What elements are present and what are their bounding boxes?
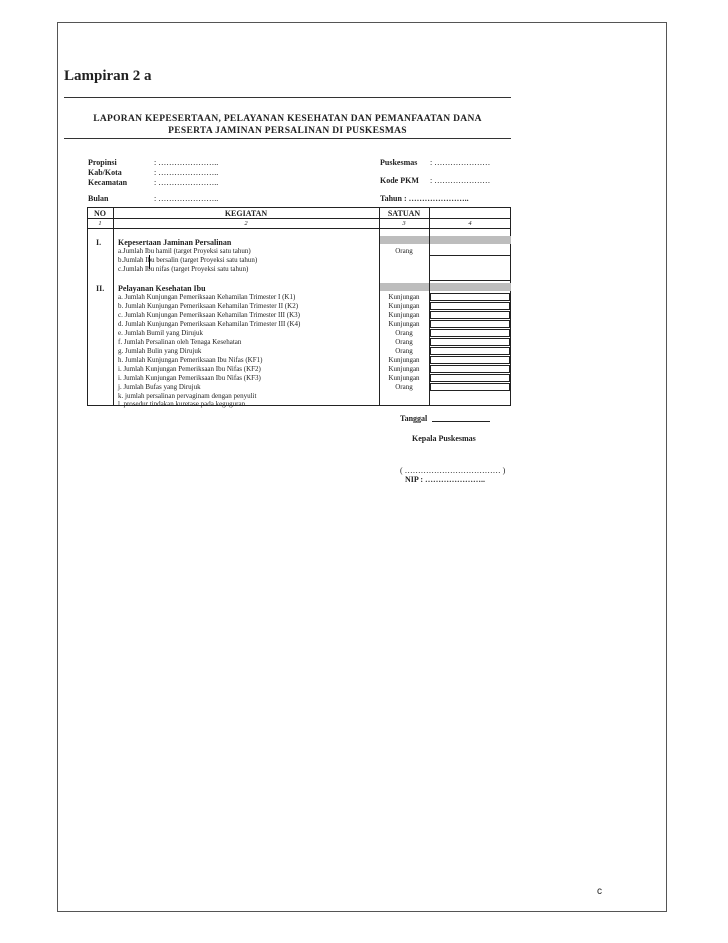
text-cursor bbox=[149, 255, 150, 269]
field-kecamatan-label: Kecamatan bbox=[88, 178, 128, 187]
signature-nip: NIP : ………………….. bbox=[405, 475, 485, 484]
field-puskesmas-value: : ………………… bbox=[430, 158, 491, 167]
section-1-title: Kepesertaan Jaminan Persalinan bbox=[118, 238, 232, 247]
table-row-unit: Orang bbox=[395, 383, 413, 391]
table-row-label: h. Jumlah Kunjungan Pemeriksaan Ibu Nifas (KF1) bbox=[118, 356, 263, 364]
table-row-label: g. Jumlah Bulin yang Dirujuk bbox=[118, 347, 202, 355]
report-title-line-2: PESERTA JAMINAN PERSALINAN DI PUSKESMAS bbox=[168, 126, 407, 136]
table-row-unit: Kunjungan bbox=[388, 311, 420, 319]
table-colnum-divider bbox=[87, 228, 511, 229]
table-row-unit: Orang bbox=[395, 247, 413, 255]
page-border bbox=[57, 22, 667, 912]
table-row-label: i. Jumlah Kunjungan Pemeriksaan Ibu Nifas (KF2) bbox=[118, 365, 261, 373]
table-row-label: b.Jumlah Ibu bersalin (target Proyeksi satu tahun) bbox=[118, 256, 258, 264]
field-kode-pkm-value: : ………………… bbox=[430, 176, 491, 185]
colnum-4: 4 bbox=[468, 220, 472, 227]
table-row-label: a.Jumlah Ibu hamil (target Proyeksi satu tahun) bbox=[118, 247, 251, 255]
table-header-divider bbox=[87, 218, 511, 219]
value-cell[interactable] bbox=[430, 356, 510, 364]
table-row-label: i. Jumlah Kunjungan Pemeriksaan Ibu Nifas (KF3) bbox=[118, 374, 261, 382]
table-col-divider-1 bbox=[113, 207, 114, 406]
section-2-title: Pelayanan Kesehatan Ibu bbox=[118, 284, 206, 293]
signature-title: Kepala Puskesmas bbox=[412, 434, 476, 443]
signature-date-line bbox=[432, 421, 490, 422]
table-row-unit: Orang bbox=[395, 329, 413, 337]
table-row-label: b. Jumlah Kunjungan Pemeriksaan Kehamilan Trimester II (K2) bbox=[118, 302, 299, 310]
value-cell[interactable] bbox=[430, 347, 510, 355]
field-kabkota-value: : ………………….. bbox=[154, 168, 219, 177]
table-row-label: l. prosedur tindakan kuretase pada keguguran bbox=[118, 400, 246, 408]
table-row-label: k. jumlah persalinan pervaginam dengan penyulit bbox=[118, 392, 257, 400]
section-2-satuan-shade bbox=[380, 283, 429, 291]
field-propinsi-value: : ………………….. bbox=[154, 158, 219, 167]
section-1-number: I. bbox=[96, 238, 102, 247]
value-cell[interactable] bbox=[430, 302, 510, 310]
value-cell[interactable] bbox=[430, 374, 510, 382]
table-row-label: c.Jumlah Ibu nifas (target Proyeksi satu tahun) bbox=[118, 265, 249, 273]
signature-name-line: ( ……………………………… ) bbox=[400, 466, 506, 475]
field-kode-pkm-label: Kode PKM bbox=[380, 176, 419, 185]
report-title bbox=[64, 113, 511, 137]
document-heading: Lampiran 2 a bbox=[64, 68, 152, 84]
table-row-unit: Kunjungan bbox=[388, 293, 420, 301]
colnum-3: 3 bbox=[402, 220, 406, 227]
table-row-unit: Kunjungan bbox=[388, 356, 420, 364]
field-kecamatan-value: : ………………….. bbox=[154, 178, 219, 187]
header-kegiatan: KEGIATAN bbox=[224, 209, 268, 218]
field-propinsi-label: Propinsi bbox=[88, 158, 117, 167]
table-row-label: j. Jumlah Bufas yang Dirujuk bbox=[118, 383, 201, 391]
section-1-value-shade bbox=[430, 236, 511, 244]
colnum-2: 2 bbox=[244, 220, 248, 227]
section-2-number: II. bbox=[96, 284, 105, 293]
value-row-line bbox=[430, 255, 511, 256]
field-kabkota-label: Kab/Kota bbox=[88, 168, 122, 177]
table-row-label: c. Jumlah Kunjungan Pemeriksaan Kehamilan Trimester III (K3) bbox=[118, 311, 300, 319]
value-cell[interactable] bbox=[430, 320, 510, 328]
table-row-unit: Orang bbox=[395, 338, 413, 346]
table-row-unit: Kunjungan bbox=[388, 374, 420, 382]
field-puskesmas-label: Puskesmas bbox=[380, 158, 418, 167]
table-row-label: f. Jumlah Persalinan oleh Tenaga Kesehatan bbox=[118, 338, 242, 346]
value-cell[interactable] bbox=[430, 383, 510, 391]
table-row-unit: Kunjungan bbox=[388, 302, 420, 310]
title-bottom-rule bbox=[64, 138, 511, 139]
table-row-unit: Orang bbox=[395, 347, 413, 355]
header-no: NO bbox=[94, 209, 106, 218]
table-row-unit: Kunjungan bbox=[388, 365, 420, 373]
value-cell[interactable] bbox=[430, 338, 510, 346]
report-title-line-1: LAPORAN KEPESERTAAN, PELAYANAN KESEHATAN DAN PEMANFAATAN DANA bbox=[93, 114, 482, 124]
value-cell[interactable] bbox=[430, 293, 510, 301]
table-row-label: e. Jumlah Bumil yang Dirujuk bbox=[118, 329, 203, 337]
signature-date-label: Tanggal bbox=[400, 414, 428, 423]
colnum-1: 1 bbox=[98, 220, 102, 227]
section-2-value-shade bbox=[430, 283, 511, 291]
field-tahun: Tahun : ………………….. bbox=[380, 194, 469, 203]
value-cell[interactable] bbox=[430, 365, 510, 373]
value-row-line bbox=[430, 280, 511, 281]
table-row-label: d. Jumlah Kunjungan Pemeriksaan Kehamilan Trimester III (K4) bbox=[118, 320, 301, 328]
section-1-satuan-shade bbox=[380, 236, 429, 244]
value-cell[interactable] bbox=[430, 311, 510, 319]
page-letter: c bbox=[597, 886, 602, 897]
table-row-label: a. Jumlah Kunjungan Pemeriksaan Kehamilan Trimester I (K1) bbox=[118, 293, 296, 301]
field-bulan-value: : ………………….. bbox=[154, 194, 219, 203]
table-row-unit: Kunjungan bbox=[388, 320, 420, 328]
title-top-rule bbox=[64, 97, 511, 98]
value-cell[interactable] bbox=[430, 329, 510, 337]
field-bulan-label: Bulan bbox=[88, 194, 109, 203]
header-satuan: SATUAN bbox=[387, 209, 421, 218]
